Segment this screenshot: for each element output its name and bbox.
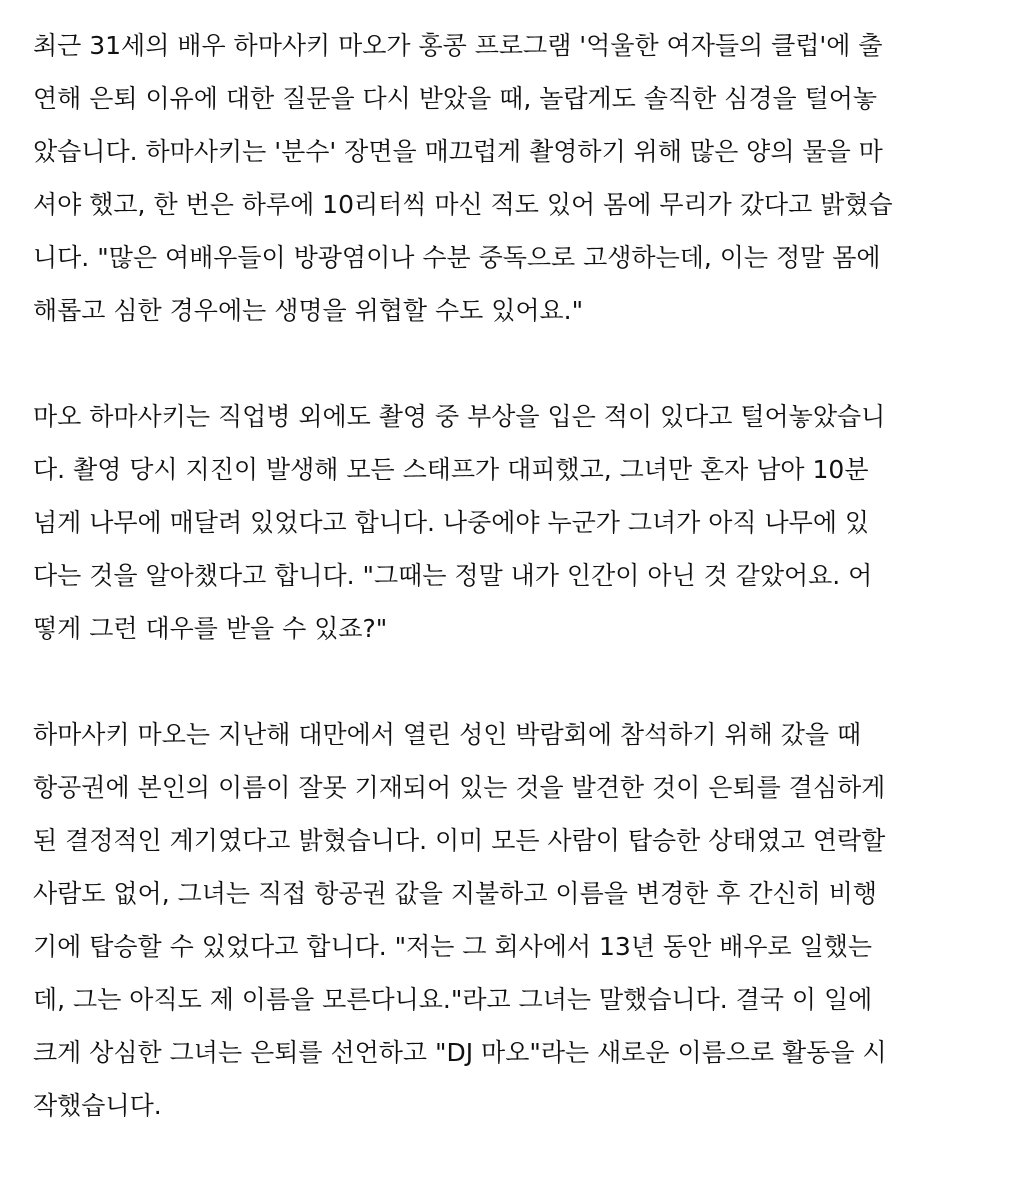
- text-line: 셔야 했고, 한 번은 하루에 10리터씩 마신 적도 있어 몸에 무리가 갔다고 밝혔습: [33, 190, 893, 219]
- paragraph: [33, 708, 1003, 1132]
- text-line: 다. 촬영 당시 지진이 발생해 모든 스태프가 대피했고, 그녀만 혼자 남아 10분: [33, 455, 869, 484]
- text-line: 기에 탑승할 수 있었다고 합니다. "저는 그 회사에서 13년 동안 배우로 일했는: [33, 932, 873, 961]
- text-line: 데, 그는 아직도 제 이름을 모른다니요."라고 그녀는 말했습니다. 결국 이 일에: [33, 985, 873, 1014]
- article-body: [33, 19, 1003, 1185]
- text-line: 작했습니다.: [33, 1091, 162, 1120]
- text-line: 항공권에 본인의 이름이 잘못 기재되어 있는 것을 발견한 것이 은퇴를 결심하게: [33, 773, 886, 802]
- text-line: 다는 것을 알아챘다고 합니다. "그때는 정말 내가 인간이 아닌 것 같았어요. 어: [33, 561, 873, 590]
- text-line: 넘게 나무에 매달려 있었다고 합니다. 나중에야 누군가 그녀가 아직 나무에 있: [33, 508, 870, 537]
- text-line: 해롭고 심한 경우에는 생명을 위협할 수도 있어요.": [33, 296, 584, 325]
- text-line: 니다. "많은 여배우들이 방광염이나 수분 중독으로 고생하는데, 이는 정말 몸에: [33, 243, 881, 272]
- paragraph: [33, 390, 1003, 655]
- text-line: 떻게 그런 대우를 받을 수 있죠?": [33, 614, 388, 643]
- text-line: 사람도 없어, 그녀는 직접 항공권 값을 지불하고 이름을 변경한 후 간신히 비행: [33, 879, 878, 908]
- text-line: 크게 상심한 그녀는 은퇴를 선언하고 "DJ 마오"라는 새로운 이름으로 활동을 시: [33, 1038, 887, 1067]
- text-line: 최근 31세의 배우 하마사키 마오가 홍콩 프로그램 '억울한 여자들의 클럽'에 출: [33, 31, 883, 60]
- text-line: 마오 하마사키는 직업병 외에도 촬영 중 부상을 입은 적이 있다고 털어놓았습니: [33, 402, 886, 431]
- text-line: 하마사키 마오는 지난해 대만에서 열린 성인 박람회에 참석하기 위해 갔을 때: [33, 720, 862, 749]
- text-line: 연해 은퇴 이유에 대한 질문을 다시 받았을 때, 놀랍게도 솔직한 심경을 털어놓: [33, 84, 878, 113]
- paragraph: [33, 19, 1003, 337]
- text-line: 았습니다. 하마사키는 '분수' 장면을 매끄럽게 촬영하기 위해 많은 양의 물을 마: [33, 137, 883, 166]
- text-line: 된 결정적인 계기였다고 밝혔습니다. 이미 모든 사람이 탑승한 상태였고 연락할: [33, 826, 886, 855]
